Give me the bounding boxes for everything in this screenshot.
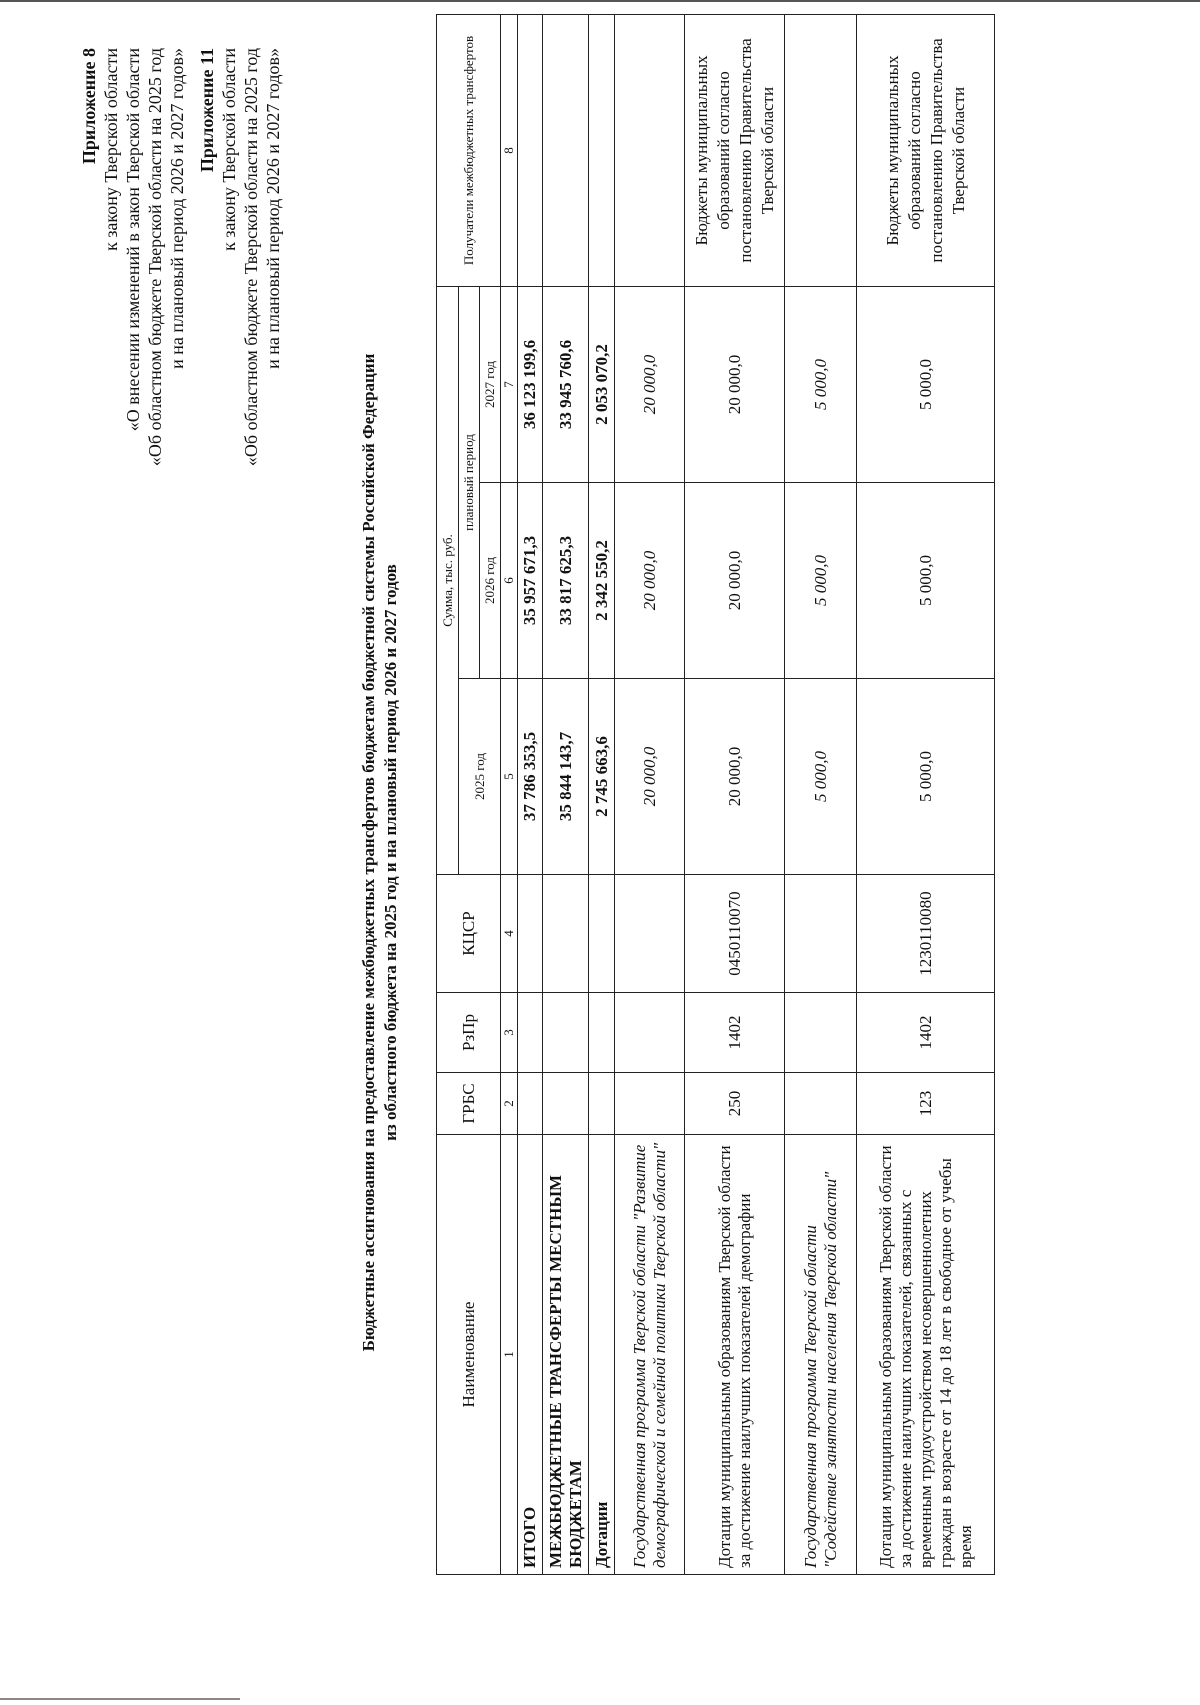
row-2027: 5 000,0 <box>785 286 857 482</box>
row-2025: 5 000,0 <box>785 679 857 875</box>
document-title <box>358 0 402 1705</box>
row-kcsr <box>543 875 589 993</box>
appendix-8-line3: «Об областном бюджете Тверской области на 2025 год <box>145 48 165 467</box>
col-number-8: 8 <box>501 14 518 286</box>
table-row-total <box>518 14 543 1574</box>
col-number-3: 3 <box>501 993 518 1073</box>
row-name: МЕЖБЮДЖЕТНЫЕ ТРАНСФЕРТЫ МЕСТНЫМ БЮДЖЕТАМ <box>543 1135 589 1575</box>
header-grbs: ГРБС <box>437 1073 501 1135</box>
table-row-employment-subsidy <box>857 14 995 1574</box>
row-2025: 5 000,0 <box>857 679 995 875</box>
row-recipients <box>615 14 685 286</box>
row-2026: 5 000,0 <box>857 483 995 679</box>
header-rzpr: РзПр <box>437 993 501 1073</box>
row-rzpr <box>543 993 589 1073</box>
row-2026: 5 000,0 <box>785 483 857 679</box>
appendix-8-line1: к закону Тверской области <box>101 48 121 251</box>
appendix-11-line3: и на плановый период 2026 и 2027 годов» <box>263 48 283 369</box>
header-name: Наименование <box>437 1135 501 1575</box>
table-row-demography-subsidy <box>685 14 785 1574</box>
header-2025: 2025 год <box>459 679 501 875</box>
row-recipients <box>543 14 589 286</box>
col-number-2: 2 <box>501 1073 518 1135</box>
row-grbs <box>543 1073 589 1135</box>
appendix-8-header <box>78 48 188 466</box>
row-2027: 20 000,0 <box>685 286 785 482</box>
header-2027: 2027 год <box>480 286 501 482</box>
row-recipients: Бюджеты муниципальных образований согласно постановлению Правительства Тверской области <box>857 14 995 286</box>
scan-edge-left <box>0 1698 240 1700</box>
appendix-8-line2: «О внесении изменений в закон Тверской области <box>123 48 143 432</box>
row-name: Дотации муниципальным образованиям Тверской области за достижение наилучших показателей демографии <box>685 1135 785 1575</box>
header-kcsr: КЦСР <box>437 875 501 993</box>
table-row-subsidies <box>589 14 615 1574</box>
row-kcsr <box>615 875 685 993</box>
row-kcsr: 1230110080 <box>857 875 995 993</box>
row-kcsr <box>518 875 543 993</box>
appendix-11-header <box>196 48 284 466</box>
row-rzpr: 1402 <box>857 993 995 1073</box>
row-2026: 20 000,0 <box>685 483 785 679</box>
row-2027: 33 945 760,6 <box>543 286 589 482</box>
appendix-8-title: Приложение 8 <box>79 48 99 165</box>
col-number-1: 1 <box>501 1135 518 1575</box>
appendix-8-line4: и на плановый период 2026 и 2027 годов» <box>167 48 187 369</box>
row-2027: 5 000,0 <box>857 286 995 482</box>
row-recipients: Бюджеты муниципальных образований согласно постановлению Правительства Тверской области <box>685 14 785 286</box>
row-grbs: 250 <box>685 1073 785 1135</box>
table-row-program-employment <box>785 14 857 1574</box>
row-2025: 2 745 663,6 <box>589 679 615 875</box>
row-2027: 20 000,0 <box>615 286 685 482</box>
col-number-6: 6 <box>501 483 518 679</box>
table-row-interbudget <box>543 14 589 1574</box>
row-name: Государственная программа Тверской области "Развитие демографической и семейной политики Тверской области" <box>615 1135 685 1575</box>
header-recipients: Получатели межбюджетных трансфертов <box>437 14 501 286</box>
scan-edge-top <box>0 0 1200 2</box>
row-name: ИТОГО <box>518 1135 543 1575</box>
row-rzpr <box>518 993 543 1073</box>
header-2026: 2026 год <box>480 483 501 679</box>
row-2027: 36 123 199,6 <box>518 286 543 482</box>
row-2026: 33 817 625,3 <box>543 483 589 679</box>
row-2027: 2 053 070,2 <box>589 286 615 482</box>
appendix-11-line1: к закону Тверской области <box>219 48 239 251</box>
col-number-5: 5 <box>501 679 518 875</box>
row-2025: 37 786 353,5 <box>518 679 543 875</box>
row-recipients <box>785 14 857 286</box>
col-number-7: 7 <box>501 286 518 482</box>
row-grbs <box>589 1073 615 1135</box>
row-rzpr: 1402 <box>685 993 785 1073</box>
row-name: Дотации муниципальным образованиям Тверской области за достижение наилучших показателей, связанных с временным трудоустройством несовершеннолетних граждан в возрасте от 14 до 18 лет в свободное от учебы время <box>857 1135 995 1575</box>
row-name: Дотации <box>589 1135 615 1575</box>
row-2025: 20 000,0 <box>685 679 785 875</box>
row-grbs <box>785 1073 857 1135</box>
row-recipients <box>518 14 543 286</box>
row-recipients <box>589 14 615 286</box>
row-rzpr <box>615 993 685 1073</box>
transfers-table <box>436 14 995 1575</box>
document-title-line1: Бюджетные ассигнования на предоставление межбюджетных трансфертов бюджетам бюджетной системы Российской Федерации <box>359 353 378 1352</box>
row-grbs <box>615 1073 685 1135</box>
row-kcsr <box>785 875 857 993</box>
col-number-4: 4 <box>501 875 518 993</box>
row-2026: 35 957 671,3 <box>518 483 543 679</box>
header-sum: Сумма, тыс. руб. <box>437 286 459 874</box>
row-grbs <box>518 1073 543 1135</box>
row-rzpr <box>785 993 857 1073</box>
row-grbs: 123 <box>857 1073 995 1135</box>
table-row-program-demography <box>615 14 685 1574</box>
appendix-11-line2: «Об областном бюджете Тверской области на 2025 год <box>241 48 261 467</box>
row-name: Государственная программа Тверской области "Содействие занятости населения Тверской области" <box>785 1135 857 1575</box>
row-kcsr <box>589 875 615 993</box>
row-2025: 20 000,0 <box>615 679 685 875</box>
appendix-11-title: Приложение 11 <box>197 48 217 173</box>
row-kcsr: 0450110070 <box>685 875 785 993</box>
document-title-line2: из областного бюджета на 2025 год и на плановый период 2026 и 2027 годов <box>381 564 400 1141</box>
header-planned: плановый период <box>459 286 480 678</box>
row-2025: 35 844 143,7 <box>543 679 589 875</box>
row-rzpr <box>589 993 615 1073</box>
row-2026: 20 000,0 <box>615 483 685 679</box>
row-2026: 2 342 550,2 <box>589 483 615 679</box>
